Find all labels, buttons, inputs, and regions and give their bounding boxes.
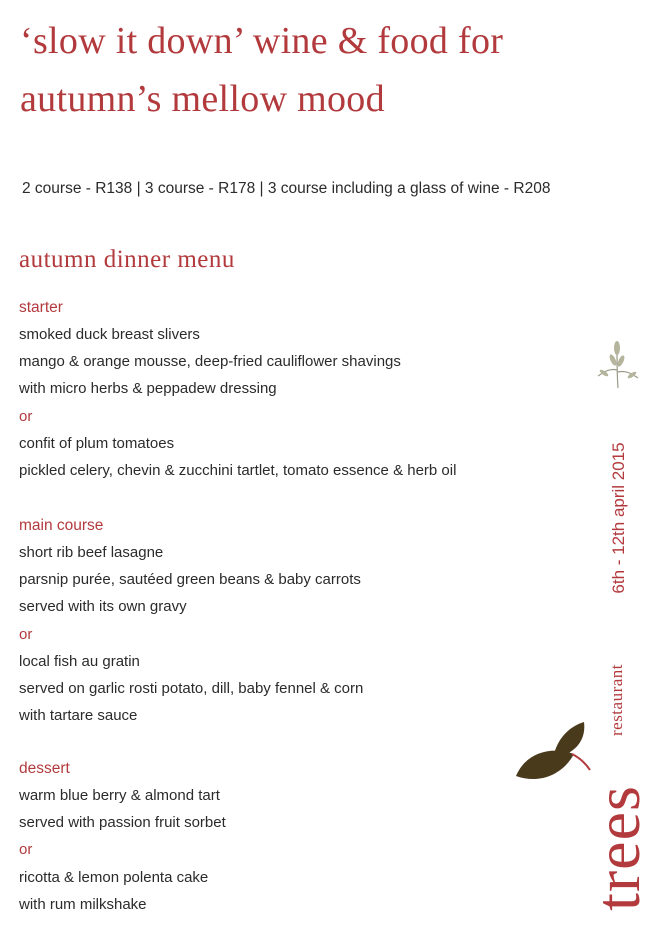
or-separator: or [19,841,33,859]
menu-item-line: with tartare sauce [19,707,138,725]
brand-subtitle: restaurant [607,663,626,737]
menu-item-line: parsnip purée, sautéed green beans & baby carrots [19,571,361,589]
menu-item-line: mango & orange mousse, deep-fried cauliflower shavings [19,353,401,371]
leaves-logo-icon [514,718,594,790]
menu-item-line: confit of plum tomatoes [19,434,175,452]
section-heading: main course [19,517,104,534]
menu-title: autumn dinner menu [19,246,235,273]
menu-item-line: with rum milkshake [19,895,147,913]
menu-item-line: served on garlic rosti potato, dill, baby fennel & corn [19,679,364,697]
section-heading: dessert [19,760,70,777]
page-title [20,12,503,128]
herb-sprig-icon [596,340,640,390]
title-line-1: ‘slow it down’ wine & food for [20,20,504,62]
title-line-2: autumn’s mellow mood [20,78,385,120]
menu-item-line: served with passion fruit sorbet [19,814,226,832]
menu-item-line: smoked duck breast slivers [19,326,200,343]
date-range: 6th - 12th april 2015 [609,442,628,594]
pricing-info: 2 course - R138 | 3 course - R178 | 3 course including a glass of wine - R208 [22,180,551,197]
menu-item-line: served with its own gravy [19,598,187,616]
dessert-section [19,755,226,918]
menu-item-line: ricotta & lemon polenta cake [19,868,209,886]
menu-item-line: with micro herbs & peppadew dressing [19,380,277,398]
menu-item-line: warm blue berry & almond tart [19,787,220,804]
menu-item-line: pickled celery, chevin & zucchini tartlet, tomato essence & herb oil [19,461,457,479]
brand-logo-text: trees [582,785,653,911]
or-separator: or [19,625,33,643]
main-course-section [19,512,363,729]
section-heading: starter [19,299,63,316]
or-separator: or [19,407,33,425]
starter-section [19,294,456,484]
menu-item-line: short rib beef lasagne [19,544,164,561]
menu-item-line: local fish au gratin [19,652,140,670]
